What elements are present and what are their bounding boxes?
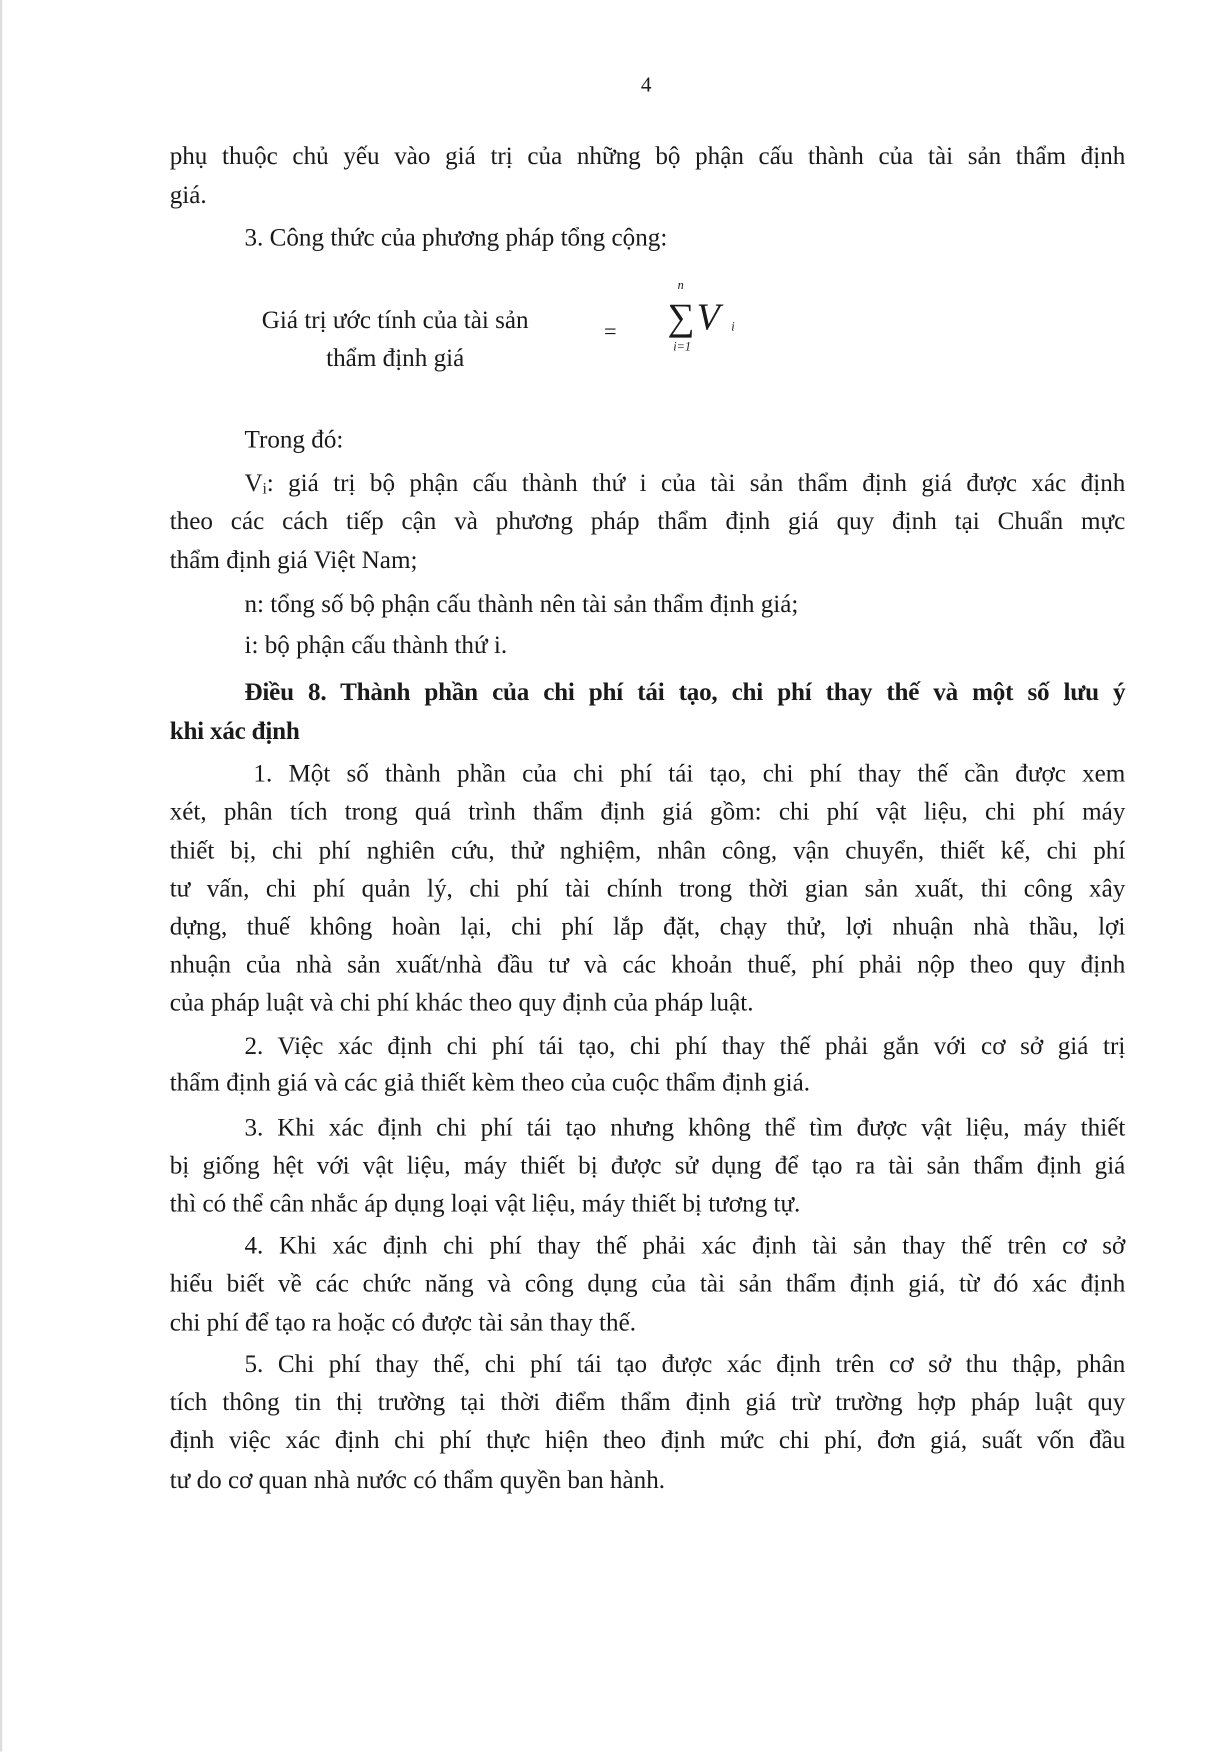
text-line: giá. bbox=[169, 180, 207, 209]
definition-line: i: bộ phận cấu thành thứ i. bbox=[244, 630, 508, 659]
definition-line: theo các cách tiếp cận và phương pháp thẩm định giá quy định tại Chuẩn mực bbox=[169, 506, 1126, 535]
definition-line: thẩm định giá Việt Nam; bbox=[169, 545, 418, 574]
paragraph-line: 5. Chi phí thay thế, chi phí tái tạo được xác định trên cơ sở thu thập, phân bbox=[244, 1349, 1126, 1378]
text-line: phụ thuộc chủ yếu vào giá trị của những bộ phận cấu thành của tài sản thẩm định bbox=[169, 141, 1126, 170]
sum-symbol: ∑ bbox=[667, 296, 695, 339]
formula-label-line1: Giá trị ước tính của tài sản bbox=[261, 305, 529, 334]
paragraph-line: 1. Một số thành phần của chi phí tái tạo, chi phí thay thế cần được xem bbox=[253, 759, 1126, 788]
article-title: Điều 8. Thành phần của chi phí tái tạo, chi phí thay thế và một số lưu ý bbox=[244, 677, 1126, 706]
equals-sign: = bbox=[603, 319, 617, 344]
paragraph-line: thẩm định giá và các giả thiết kèm theo của cuộc thẩm định giá. bbox=[169, 1068, 811, 1097]
paragraph-line: định việc xác định chi phí thực hiện theo định mức chi phí, đơn giá, suất vốn đầu bbox=[169, 1425, 1126, 1454]
page-number: 4 bbox=[640, 73, 652, 98]
formula-label-line2: thẩm định giá bbox=[326, 343, 465, 372]
paragraph-line: thiết bị, chi phí nghiên cứu, thử nghiệm, nhân công, vận chuyển, thiết kế, chi phí bbox=[169, 836, 1126, 865]
paragraph-line: chi phí để tạo ra hoặc có được tài sản thay thế. bbox=[169, 1308, 637, 1337]
scan-edge bbox=[0, 0, 2, 1752]
paragraph-line: dựng, thuế không hoàn lại, chi phí lắp đặt, chạy thử, lợi nhuận nhà thầu, lợi bbox=[169, 912, 1126, 941]
paragraph-line: tích thông tin thị trường tại thời điểm thẩm định giá trừ trường hợp pháp luật quy bbox=[169, 1387, 1126, 1416]
section-heading: 3. Công thức của phương pháp tổng cộng: bbox=[244, 223, 668, 252]
sum-term: V bbox=[696, 296, 720, 339]
sum-lower-limit: i=1 bbox=[673, 340, 692, 354]
paragraph-line: 2. Việc xác định chi phí tái tạo, chi phí thay thế phải gắn với cơ sở giá trị bbox=[244, 1031, 1126, 1060]
sum-term-subscript: i bbox=[731, 320, 735, 334]
paragraph-line: 3. Khi xác định chi phí tái tạo nhưng không thể tìm được vật liệu, máy thiết bbox=[244, 1113, 1126, 1141]
paragraph-line: 4. Khi xác định chi phí thay thế phải xác định tài sản thay thế trên cơ sở bbox=[244, 1231, 1126, 1260]
paragraph-line: tư vấn, chi phí quản lý, chi phí tài chính trong thời gian sản xuất, thi công xây bbox=[169, 874, 1126, 903]
paragraph-line: thì có thể cân nhắc áp dụng loại vật liệu, máy thiết bị tương tự. bbox=[169, 1188, 801, 1217]
article-title: khi xác định bbox=[169, 716, 300, 745]
paragraph-line: hiểu biết về các chức năng và công dụng của tài sản thẩm định giá, từ đó xác định bbox=[169, 1269, 1126, 1298]
paragraph-line: nhuận của nhà sản xuất/nhà đầu tư và các khoản thuế, phí phải nộp theo quy định bbox=[169, 950, 1126, 978]
sum-upper-limit: n bbox=[677, 279, 684, 293]
definition-line: Trong đó: bbox=[244, 425, 344, 454]
definition-line: Vᵢ: giá trị bộ phận cấu thành thứ i của tài sản thẩm định giá được xác định bbox=[244, 468, 1126, 497]
definition-line: n: tổng số bộ phận cấu thành nên tài sản thẩm định giá; bbox=[244, 589, 799, 618]
paragraph-line: bị giống hệt với vật liệu, máy thiết bị được sử dụng để tạo ra tài sản thẩm định giá bbox=[169, 1151, 1126, 1179]
paragraph-line: xét, phân tích trong quá trình thẩm định giá gồm: chi phí vật liệu, chi phí máy bbox=[169, 797, 1126, 826]
paragraph-line: của pháp luật và chi phí khác theo quy định của pháp luật. bbox=[169, 988, 754, 1016]
paragraph-line: tư do cơ quan nhà nước có thẩm quyền ban hành. bbox=[169, 1465, 666, 1494]
